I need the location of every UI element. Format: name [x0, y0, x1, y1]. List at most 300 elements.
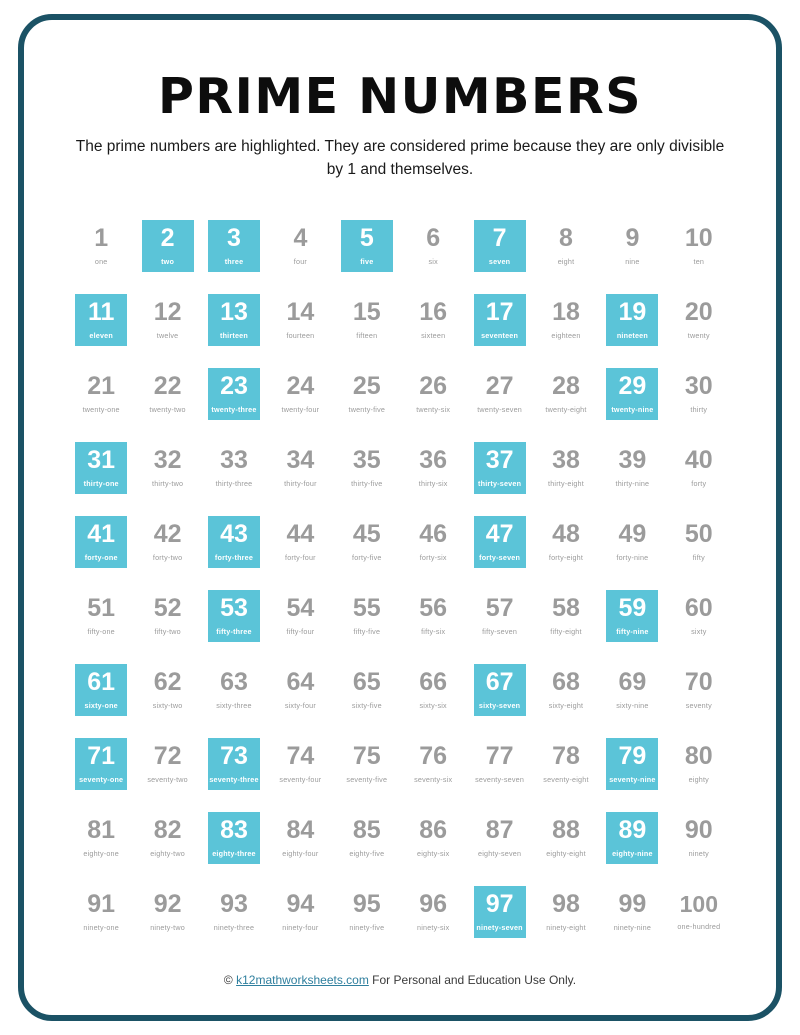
number-value: 61: [87, 667, 116, 696]
number-value: 35: [352, 445, 381, 474]
number-chip: [673, 664, 725, 716]
number-value: 84: [286, 815, 315, 844]
number-word: thirty-seven: [478, 478, 522, 488]
number-word: seventy-five: [346, 774, 388, 784]
number-chip: [341, 442, 393, 494]
number-value: 82: [153, 815, 182, 844]
number-value: 99: [618, 889, 647, 918]
number-word: seventy-nine: [609, 774, 656, 784]
number-chip: [407, 294, 459, 346]
number-value: 93: [220, 889, 248, 918]
number-value: 3: [227, 223, 241, 252]
number-value: 90: [684, 815, 713, 844]
number-word: fifty-three: [216, 626, 252, 636]
number-chip: [606, 664, 658, 716]
number-chip: [474, 886, 526, 938]
number-word: ten: [693, 256, 705, 266]
number-cell[interactable]: [599, 658, 665, 732]
number-value: 18: [552, 297, 580, 326]
number-value: 55: [352, 593, 381, 622]
number-word: sixty: [691, 626, 707, 636]
number-value: 7: [492, 223, 507, 252]
number-value: 64: [286, 667, 315, 696]
number-cell[interactable]: [334, 362, 400, 436]
number-word: forty-three: [214, 552, 254, 562]
number-word: fifty-two: [154, 626, 181, 636]
number-value: 41: [87, 519, 116, 548]
number-value: 15: [352, 297, 381, 326]
number-value: 57: [485, 593, 514, 622]
number-chip: [75, 442, 127, 494]
number-word: twenty-five: [348, 404, 386, 414]
number-word: twelve: [156, 330, 179, 340]
number-word: eleven: [89, 330, 113, 340]
prime-number-cell[interactable]: [134, 214, 200, 288]
number-cell[interactable]: [599, 436, 665, 510]
number-cell[interactable]: [400, 436, 466, 510]
number-word: sixty-eight: [548, 700, 584, 710]
number-cell[interactable]: [68, 214, 134, 288]
number-word: sixteen: [421, 330, 446, 340]
number-cell[interactable]: [599, 880, 665, 954]
number-cell[interactable]: [201, 436, 267, 510]
number-chip: [274, 664, 326, 716]
number-chip: [474, 664, 526, 716]
number-value: 16: [419, 297, 448, 326]
number-cell[interactable]: [599, 214, 665, 288]
number-chip: [274, 812, 326, 864]
number-cell[interactable]: [533, 510, 599, 584]
number-word: ninety-one: [83, 922, 119, 932]
prime-number-cell[interactable]: [68, 732, 134, 806]
number-value: 2: [160, 223, 175, 252]
page-title: PRIME NUMBERS: [157, 68, 643, 125]
number-word: twenty-seven: [477, 404, 522, 414]
number-cell[interactable]: [334, 880, 400, 954]
number-chip: [75, 220, 127, 272]
number-value: 38: [552, 445, 580, 474]
number-word: nine: [625, 256, 640, 266]
number-chip: [341, 294, 393, 346]
prime-number-cell[interactable]: [466, 658, 532, 732]
number-value: 43: [220, 519, 248, 548]
number-cell[interactable]: [334, 288, 400, 362]
prime-number-cell[interactable]: [466, 436, 532, 510]
prime-number-cell[interactable]: [68, 510, 134, 584]
number-word: eighty-eight: [546, 848, 586, 858]
number-cell[interactable]: [267, 880, 333, 954]
number-cell[interactable]: [267, 806, 333, 880]
number-word: thirty-nine: [615, 478, 650, 488]
number-value: 48: [552, 519, 580, 548]
number-word: seventy-four: [279, 774, 322, 784]
number-cell[interactable]: [400, 288, 466, 362]
number-chip: [407, 368, 459, 420]
number-cell[interactable]: [533, 584, 599, 658]
number-word: sixty-five: [351, 700, 382, 710]
number-word: forty-one: [84, 552, 118, 562]
number-cell[interactable]: [267, 510, 333, 584]
number-word: forty-six: [419, 552, 447, 562]
number-chip: [142, 442, 194, 494]
number-value: 58: [552, 593, 580, 622]
prime-number-cell[interactable]: [68, 436, 134, 510]
number-chip: [341, 812, 393, 864]
prime-number-cell[interactable]: [466, 510, 532, 584]
number-value: 25: [352, 371, 381, 400]
number-cell[interactable]: [666, 288, 732, 362]
number-cell[interactable]: [533, 214, 599, 288]
number-value: 95: [352, 889, 381, 918]
number-cell[interactable]: [533, 806, 599, 880]
number-cell[interactable]: [134, 806, 200, 880]
number-cell[interactable]: [466, 732, 532, 806]
footer: [62, 973, 738, 997]
number-chip: [142, 886, 194, 938]
number-word: twenty-three: [211, 404, 257, 414]
number-cell[interactable]: [134, 436, 200, 510]
number-cell[interactable]: [267, 584, 333, 658]
number-chip: [606, 368, 658, 420]
number-word: twenty-nine: [611, 404, 654, 414]
number-cell[interactable]: [267, 288, 333, 362]
number-word: fifty-five: [353, 626, 381, 636]
number-chip: [606, 516, 658, 568]
number-cell[interactable]: [267, 214, 333, 288]
number-word: eighty: [688, 774, 709, 784]
number-word: eighty-two: [150, 848, 185, 858]
number-word: thirty-five: [351, 478, 383, 488]
number-word: forty-four: [285, 552, 316, 562]
number-chip: [673, 294, 725, 346]
number-value: 44: [286, 519, 315, 548]
number-cell[interactable]: [400, 880, 466, 954]
number-word: sixty-nine: [616, 700, 649, 710]
number-chip: [341, 590, 393, 642]
number-word: fifty-eight: [550, 626, 582, 636]
number-word: six: [428, 256, 438, 266]
number-word: twenty-eight: [545, 404, 587, 414]
number-cell[interactable]: [533, 288, 599, 362]
number-cell[interactable]: [68, 806, 134, 880]
number-cell[interactable]: [400, 362, 466, 436]
prime-number-cell[interactable]: [466, 288, 532, 362]
number-chip: [540, 220, 592, 272]
prime-number-cell[interactable]: [68, 288, 134, 362]
number-cell[interactable]: [533, 880, 599, 954]
number-value: 36: [419, 445, 448, 474]
number-chip: [407, 442, 459, 494]
number-chip: [606, 738, 658, 790]
number-word: eighty-three: [212, 848, 256, 858]
number-word: thirty-three: [215, 478, 253, 488]
number-chip: [208, 590, 260, 642]
number-cell[interactable]: [533, 436, 599, 510]
number-cell[interactable]: [68, 880, 134, 954]
number-cell[interactable]: [533, 658, 599, 732]
number-cell[interactable]: [533, 732, 599, 806]
number-chip: [341, 516, 393, 568]
number-chip: [341, 664, 393, 716]
prime-number-cell[interactable]: [201, 584, 267, 658]
prime-number-cell[interactable]: [334, 214, 400, 288]
number-word: fifty-six: [421, 626, 446, 636]
number-cell[interactable]: [134, 584, 200, 658]
number-chip: [673, 886, 725, 938]
number-value: 51: [87, 593, 116, 622]
number-cell[interactable]: [334, 732, 400, 806]
prime-number-cell[interactable]: [201, 214, 267, 288]
number-cell[interactable]: [666, 510, 732, 584]
number-value: 39: [618, 445, 647, 474]
number-cell[interactable]: [466, 584, 532, 658]
number-chip: [540, 812, 592, 864]
number-value: 33: [220, 445, 248, 474]
number-value: 8: [559, 223, 573, 252]
number-cell[interactable]: [666, 732, 732, 806]
number-cell[interactable]: [666, 658, 732, 732]
number-word: three: [224, 256, 244, 266]
number-value: 81: [87, 815, 116, 844]
number-value: 63: [220, 667, 248, 696]
number-cell[interactable]: [267, 436, 333, 510]
number-value: 98: [552, 889, 580, 918]
prime-number-cell[interactable]: [599, 806, 665, 880]
number-chip: [142, 220, 194, 272]
number-value: 75: [352, 741, 381, 770]
number-chip: [75, 664, 127, 716]
number-value: 86: [419, 815, 448, 844]
number-grid: [62, 214, 738, 954]
number-value: 72: [153, 741, 182, 770]
number-cell[interactable]: [334, 584, 400, 658]
number-word: ninety: [688, 848, 709, 858]
number-value: 74: [286, 741, 315, 770]
number-value: 50: [684, 519, 713, 548]
prime-number-cell[interactable]: [466, 880, 532, 954]
number-cell[interactable]: [666, 436, 732, 510]
number-cell[interactable]: [400, 806, 466, 880]
number-value: 89: [618, 815, 647, 844]
number-word: fifty-nine: [616, 626, 649, 636]
number-word: thirty: [690, 404, 708, 414]
number-cell[interactable]: [134, 362, 200, 436]
number-value: 52: [153, 593, 182, 622]
number-cell[interactable]: [68, 584, 134, 658]
number-value: 88: [552, 815, 580, 844]
number-cell[interactable]: [666, 584, 732, 658]
number-cell[interactable]: [134, 732, 200, 806]
number-cell[interactable]: [134, 288, 200, 362]
number-chip: [540, 590, 592, 642]
number-value: 30: [684, 371, 713, 400]
prime-number-cell[interactable]: [201, 288, 267, 362]
prime-number-cell[interactable]: [466, 214, 532, 288]
number-value: 87: [485, 815, 514, 844]
number-value: 31: [87, 445, 116, 474]
number-cell[interactable]: [334, 436, 400, 510]
number-cell[interactable]: [400, 214, 466, 288]
number-word: eighteen: [551, 330, 581, 340]
number-chip: [75, 812, 127, 864]
number-word: seventy-eight: [543, 774, 589, 784]
number-chip: [274, 294, 326, 346]
number-word: seventy: [685, 700, 712, 710]
number-word: ninety-nine: [613, 922, 652, 932]
number-value: 97: [485, 889, 514, 918]
number-chip: [208, 664, 260, 716]
prime-number-cell[interactable]: [201, 362, 267, 436]
number-chip: [274, 886, 326, 938]
number-value: 20: [684, 297, 713, 326]
number-chip: [474, 738, 526, 790]
prime-number-cell[interactable]: [599, 362, 665, 436]
number-word: eighty-seven: [478, 848, 522, 858]
number-cell[interactable]: [400, 658, 466, 732]
number-chip: [75, 294, 127, 346]
footer-link[interactable]: k12mathworksheets.com: [236, 973, 369, 987]
number-chip: [540, 294, 592, 346]
number-cell[interactable]: [400, 732, 466, 806]
number-chip: [606, 294, 658, 346]
number-chip: [606, 442, 658, 494]
number-chip: [673, 368, 725, 420]
prime-number-cell[interactable]: [201, 806, 267, 880]
number-cell[interactable]: [400, 584, 466, 658]
number-word: ninety-seven: [476, 922, 523, 932]
number-word: fifty-one: [87, 626, 115, 636]
number-word: ninety-two: [150, 922, 185, 932]
number-cell[interactable]: [267, 658, 333, 732]
number-cell[interactable]: [400, 510, 466, 584]
number-cell[interactable]: [666, 880, 732, 954]
number-value: 34: [286, 445, 315, 474]
number-word: seventy-three: [209, 774, 259, 784]
number-cell[interactable]: [533, 362, 599, 436]
number-chip: [341, 886, 393, 938]
number-cell[interactable]: [466, 806, 532, 880]
number-word: forty-eight: [548, 552, 584, 562]
number-word: thirty-two: [152, 478, 184, 488]
number-chip: [673, 442, 725, 494]
number-value: 26: [419, 371, 448, 400]
number-word: thirty-one: [83, 478, 119, 488]
number-cell[interactable]: [267, 732, 333, 806]
number-chip: [673, 812, 725, 864]
number-cell[interactable]: [334, 510, 400, 584]
number-cell[interactable]: [68, 362, 134, 436]
number-value: 68: [552, 667, 580, 696]
number-chip: [142, 664, 194, 716]
number-chip: [474, 294, 526, 346]
number-word: forty-nine: [616, 552, 649, 562]
number-cell[interactable]: [666, 214, 732, 288]
number-cell[interactable]: [599, 510, 665, 584]
number-chip: [274, 590, 326, 642]
number-chip: [274, 738, 326, 790]
number-chip: [75, 368, 127, 420]
number-word: twenty-two: [149, 404, 186, 414]
number-value: 17: [485, 297, 514, 326]
number-value: 11: [87, 297, 115, 326]
number-value: 70: [684, 667, 713, 696]
number-cell[interactable]: [134, 658, 200, 732]
number-chip: [142, 590, 194, 642]
number-cell[interactable]: [334, 806, 400, 880]
number-chip: [142, 812, 194, 864]
prime-number-cell[interactable]: [599, 732, 665, 806]
number-cell[interactable]: [666, 362, 732, 436]
number-chip: [274, 368, 326, 420]
number-word: forty-seven: [479, 552, 521, 562]
number-word: thirty-four: [284, 478, 317, 488]
number-chip: [407, 664, 459, 716]
number-value: 4: [293, 223, 308, 252]
number-value: 73: [220, 741, 248, 770]
number-word: fifty-four: [286, 626, 315, 636]
number-word: twenty-four: [281, 404, 320, 414]
number-chip: [274, 442, 326, 494]
number-word: eighty-four: [282, 848, 319, 858]
number-word: sixty-six: [419, 700, 447, 710]
number-word: eight: [557, 256, 575, 266]
number-chip: [208, 886, 260, 938]
number-word: ninety-four: [282, 922, 319, 932]
number-value: 83: [220, 815, 248, 844]
number-word: sixty-four: [284, 700, 316, 710]
number-value: 60: [684, 593, 713, 622]
number-chip: [75, 738, 127, 790]
number-value: 85: [352, 815, 381, 844]
number-cell[interactable]: [134, 880, 200, 954]
number-value: 69: [618, 667, 647, 696]
number-word: sixty-two: [152, 700, 183, 710]
number-word: twenty-one: [82, 404, 120, 414]
number-chip: [407, 886, 459, 938]
number-word: forty-five: [352, 552, 382, 562]
number-word: thirty-six: [418, 478, 448, 488]
number-chip: [673, 590, 725, 642]
number-cell[interactable]: [267, 362, 333, 436]
number-cell[interactable]: [466, 362, 532, 436]
number-cell[interactable]: [201, 658, 267, 732]
prime-number-cell[interactable]: [201, 510, 267, 584]
number-cell[interactable]: [334, 658, 400, 732]
number-cell[interactable]: [134, 510, 200, 584]
prime-number-cell[interactable]: [68, 658, 134, 732]
number-value: 9: [625, 223, 640, 252]
number-chip: [474, 368, 526, 420]
prime-number-cell[interactable]: [201, 732, 267, 806]
number-word: sixty-seven: [478, 700, 521, 710]
number-chip: [474, 590, 526, 642]
number-chip: [474, 516, 526, 568]
number-cell[interactable]: [666, 806, 732, 880]
number-chip: [606, 886, 658, 938]
prime-number-cell[interactable]: [599, 584, 665, 658]
number-chip: [540, 738, 592, 790]
number-word: seventy-seven: [475, 774, 525, 784]
number-chip: [540, 886, 592, 938]
number-chip: [673, 220, 725, 272]
number-value: 47: [485, 519, 514, 548]
number-chip: [540, 442, 592, 494]
prime-number-cell[interactable]: [599, 288, 665, 362]
number-word: twenty: [687, 330, 710, 340]
number-value: 24: [286, 371, 315, 400]
number-value: 62: [153, 667, 182, 696]
number-cell[interactable]: [201, 880, 267, 954]
